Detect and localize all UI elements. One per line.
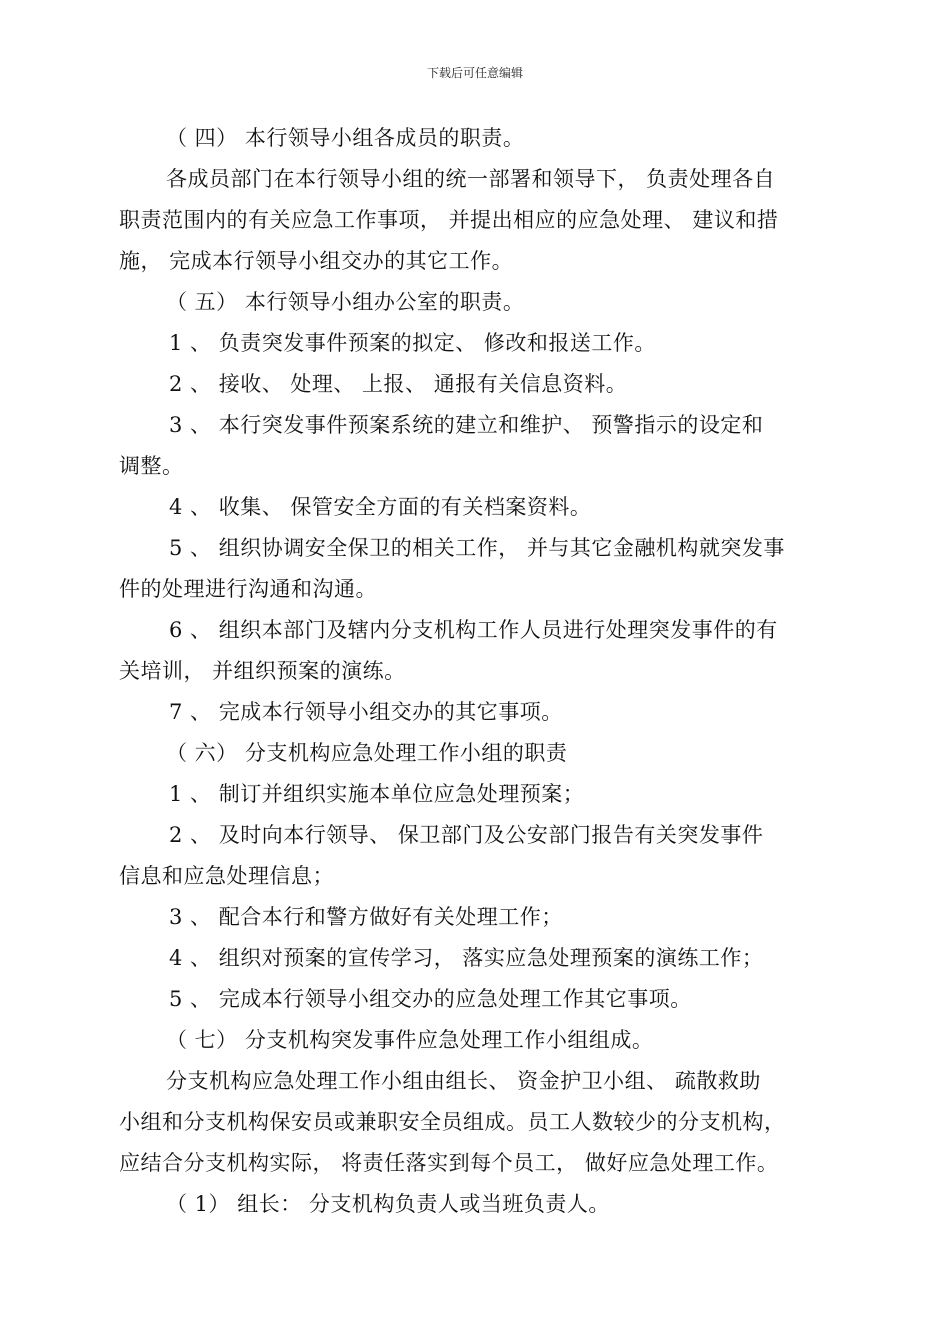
section-heading-6: （ 六） 分支机构应急处理工作小组的职责: [166, 741, 568, 765]
paragraph-line: 应结合分支机构实际， 将责任落实到每个员工， 做好应急处理工作。: [119, 1151, 779, 1175]
paragraph-line: 分支机构应急处理工作小组由组长、 资金护卫小组、 疏散救助: [166, 1069, 761, 1093]
list-item: 7 、 完成本行领导小组交办的其它事项。: [169, 700, 563, 724]
list-item: 6 、 组织本部门及辖内分支机构工作人员进行处理突发事件的有: [169, 618, 778, 642]
document-body: [119, 118, 835, 1225]
section-heading-7: （ 七） 分支机构突发事件应急处理工作小组组成。: [166, 1028, 654, 1052]
list-item: 5 、 组织协调安全保卫的相关工作， 并与其它金融机构就突发事: [169, 536, 785, 560]
list-item: 1 、 负责突发事件预案的拟定、 修改和报送工作。: [169, 331, 656, 355]
list-item: 3 、 本行突发事件预案系统的建立和维护、 预警指示的设定和: [169, 413, 764, 437]
list-item: 5 、 完成本行领导小组交办的应急处理工作其它事项。: [169, 987, 692, 1011]
list-item: 4 、 组织对预案的宣传学习， 落实应急处理预案的演练工作；: [169, 946, 764, 970]
list-item-continuation: 件的处理进行沟通和沟通。: [119, 577, 377, 601]
list-item: 2 、 及时向本行领导、 保卫部门及公安部门报告有关突发事件: [169, 823, 764, 847]
list-item: 2 、 接收、 处理、 上报、 通报有关信息资料。: [169, 372, 628, 396]
list-item: 1 、 制订并组织实施本单位应急处理预案；: [169, 782, 585, 806]
page-header: 下载后可任意编辑: [426, 66, 523, 80]
list-item-continuation: 调整。: [119, 454, 184, 478]
paragraph-line: 职责范围内的有关应急工作事项， 并提出相应的应急处理、 建议和措: [119, 208, 779, 232]
list-item: 3 、 配合本行和警方做好有关处理工作；: [169, 905, 563, 929]
paragraph-line: 施， 完成本行领导小组交办的其它工作。: [119, 249, 514, 273]
list-item-continuation: 信息和应急处理信息；: [119, 864, 334, 888]
paragraph-line: 小组和分支机构保安员或兼职安全员组成。员工人数较少的分支机构，: [119, 1110, 786, 1134]
sub-item: （ 1） 组长： 分支机构负责人或当班负责人。: [166, 1192, 610, 1216]
list-item: 4 、 收集、 保管安全方面的有关档案资料。: [169, 495, 592, 519]
section-heading-5: （ 五） 本行领导小组办公室的职责。: [166, 290, 525, 314]
section-heading-4: （ 四） 本行领导小组各成员的职责。: [166, 126, 525, 150]
list-item-continuation: 关培训， 并组织预案的演练。: [119, 659, 406, 683]
paragraph-line: 各成员部门在本行领导小组的统一部署和领导下， 负责处理各自: [166, 167, 776, 191]
